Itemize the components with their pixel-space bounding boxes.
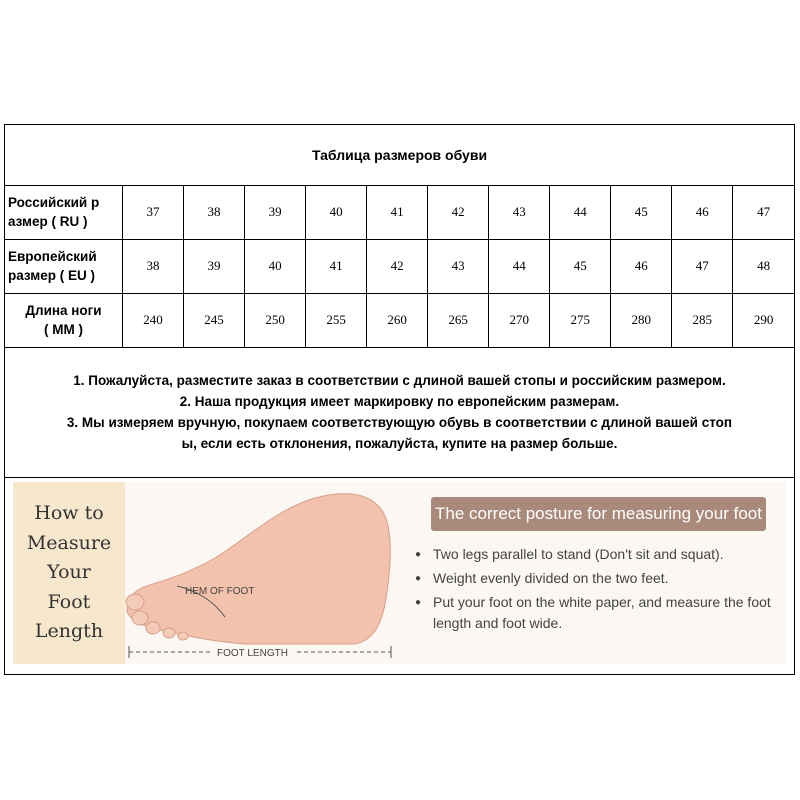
bullet-text: Two legs parallel to stand (Don't sit and squat).: [433, 546, 724, 562]
table-cell: 270: [489, 293, 550, 347]
size-chart-frame: [4, 124, 795, 675]
toe: [146, 622, 160, 634]
table-row: [5, 293, 794, 347]
table-cell: 48: [733, 239, 794, 293]
table-cell: 45: [611, 185, 672, 239]
bullet-icon: ●: [415, 573, 422, 584]
toe: [163, 628, 175, 638]
foot-drawing: [125, 482, 435, 664]
table-cell: 41: [367, 185, 428, 239]
table-cell: 39: [245, 185, 306, 239]
table-cell: 42: [428, 185, 489, 239]
bullet-icon: ●: [415, 549, 422, 560]
row-label-line: азмер ( RU ): [8, 213, 88, 229]
table-cell: 290: [733, 293, 794, 347]
posture-title: The correct posture for measuring your foot: [431, 497, 766, 531]
foot-illustration: [125, 482, 435, 664]
bullet-item: [415, 592, 785, 634]
bullet-text: Put your foot on the white paper, and measure the foot length and foot wide.: [433, 594, 771, 631]
table-title: Таблица размеров обуви: [5, 125, 794, 186]
toe: [178, 632, 188, 640]
note-3-line-1: 3. Мы измеряем вручную, покупаем соответствующую обувь в соответствии с длиной вашей стоп: [66, 415, 733, 430]
table-cell: 245: [184, 293, 245, 347]
table-cell: 46: [611, 239, 672, 293]
heading-line: Your: [47, 561, 91, 584]
table-cell: 43: [428, 239, 489, 293]
table-cell: 240: [123, 293, 184, 347]
note-2: 2. Наша продукция имеет маркировку по европейским размерам.: [179, 394, 620, 409]
table-cell: 41: [306, 239, 367, 293]
table-cell: 38: [184, 185, 245, 239]
heading-line: Measure: [26, 531, 112, 554]
table-cell: 265: [428, 293, 489, 347]
table-cell: 44: [550, 185, 611, 239]
bullet-list: [415, 544, 785, 637]
table-cell: 280: [611, 293, 672, 347]
note-3-line-2: ы, если есть отклонения, пожалуйста, купите на размер больше.: [181, 436, 618, 451]
row-label: [5, 239, 123, 293]
heading-line: Length: [34, 620, 104, 643]
size-table: [5, 185, 794, 348]
table-cell: 275: [550, 293, 611, 347]
table-cell: 46: [672, 185, 733, 239]
row-label-line: Российский р: [8, 194, 100, 210]
row-label: [5, 293, 123, 347]
table-row: [5, 239, 794, 293]
table-cell: 47: [672, 239, 733, 293]
row-label: [5, 185, 123, 239]
row-label-line: Европейский: [8, 249, 97, 264]
table-cell: 260: [367, 293, 428, 347]
table-cell: 285: [672, 293, 733, 347]
how-to-measure-banner: [13, 482, 786, 664]
table-cell: 38: [123, 239, 184, 293]
bullet-icon: ●: [415, 597, 422, 608]
length-label: FOOT LENGTH: [217, 648, 288, 659]
table-row: [5, 185, 794, 239]
table-cell: 250: [245, 293, 306, 347]
bullet-text: Weight evenly divided on the two feet.: [433, 570, 669, 586]
table-cell: 40: [306, 185, 367, 239]
table-cell: 44: [489, 239, 550, 293]
table-cell: 47: [733, 185, 794, 239]
row-label-line: Длина ноги: [25, 303, 102, 318]
table-cell: 39: [184, 239, 245, 293]
heading-line: How to: [34, 502, 104, 525]
toe: [126, 594, 144, 610]
row-label-line: размер ( EU ): [8, 268, 96, 283]
table-cell: 45: [550, 239, 611, 293]
heading-line: Foot: [47, 590, 91, 613]
table-cell: 42: [367, 239, 428, 293]
bullet-item: [415, 544, 785, 565]
hem-label: HEM OF FOOT: [185, 586, 255, 597]
notes-block: [5, 347, 794, 478]
foot-shape: [127, 494, 390, 644]
toe: [132, 611, 148, 625]
how-to-heading: [13, 482, 125, 664]
note-1: 1. Пожалуйста, разместите заказ в соответствии с длиной вашей стопы и российским размером.: [73, 373, 726, 388]
row-label-line: ( MM ): [44, 322, 83, 337]
table-cell: 43: [489, 185, 550, 239]
bullet-item: [415, 568, 785, 589]
table-cell: 37: [123, 185, 184, 239]
table-cell: 255: [306, 293, 367, 347]
table-cell: 40: [245, 239, 306, 293]
